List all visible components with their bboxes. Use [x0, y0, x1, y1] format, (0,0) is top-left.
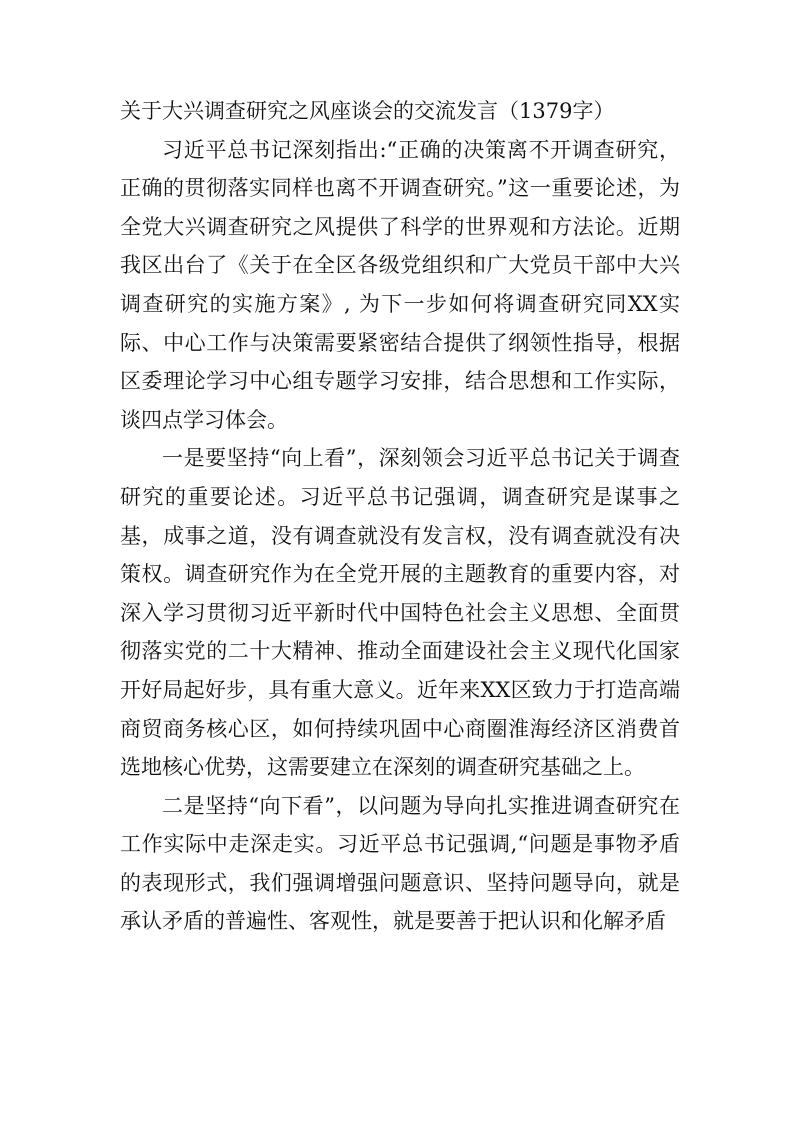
paragraph-intro: 习近平总书记深刻指出:“正确的决策离不开调查研究，正确的贯彻落实同样也离不开调查研究。”这一重要论述，为全党大兴调查研究之风提供了科学的世界观和方法论。近期我区出台了《关于在全区各级党组织和广大党员干部中大兴调查研究的实施方案》, 为下一步如何将调查研究同XX实际、中心工作与决策需要紧密结合提供了纲领性指导，根据区委理论学习中心组专题学习安排，结合思想和工作实际，谈四点学习体会。	[120, 137, 680, 432]
document-body	[120, 92, 680, 941]
document-title: 关于大兴调查研究之风座谈会的交流发言（1379字）	[120, 99, 615, 123]
paragraph-point-one: 一是要坚持“向上看”，深刻领会习近平总书记关于调查研究的重要论述。习近平总书记强调，调查研究是谋事之基，成事之道，没有调查就没有发言权，没有调查就没有决策权。调查研究作为在全党开展的主题教育的重要内容，对深入学习贯彻习近平新时代中国特色社会主义思想、全面贯彻落实党的二十大精神、推动全面建设社会主义现代化国家开好局起好步，具有重大意义。近年来XX区致力于打造高端商贸商务核心区，如何持续巩固中心商圈淮海经济区消费首选地核心优势，这需要建立在深刻的调查研究基础之上。	[120, 446, 680, 780]
paragraph-point-two: 二是坚持“向下看”，以问题为导向扎实推进调查研究在工作实际中走深走实。习近平总书记强调,“问题是事物矛盾的表现形式，我们强调增强问题意识、坚持问题导向，就是承认矛盾的普遍性、客观性，就是要善于把认识和化解矛盾	[120, 793, 680, 934]
